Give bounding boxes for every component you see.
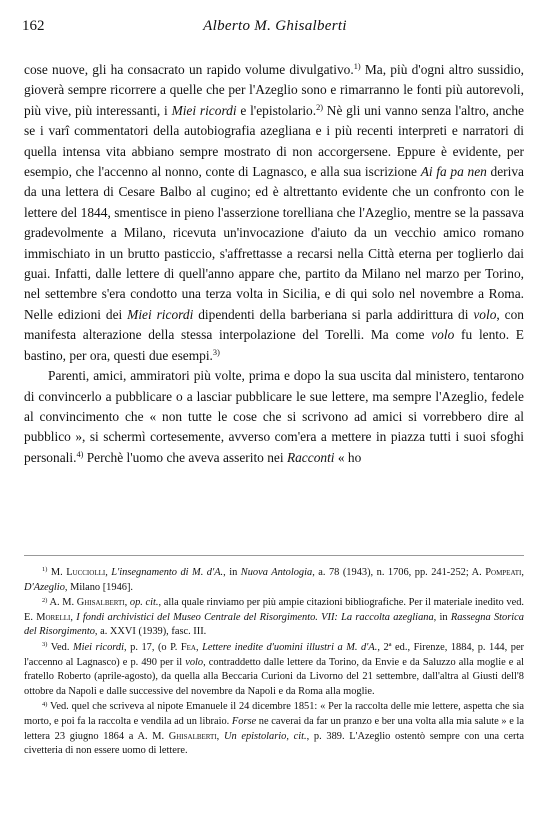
text-run: « ho (334, 449, 362, 465)
italic-title: I fondi archivistici del Museo Centrale del Risorgimento. VII: La raccolta azegliana (76, 611, 434, 623)
italic-word: volo (431, 327, 455, 343)
footnote-mark: 1) (42, 566, 48, 574)
italic-title: Miei ricordi (127, 306, 194, 322)
footnote-mark: 2) (42, 596, 48, 604)
text-run: , (124, 597, 130, 609)
italic-title: Rassegna Storica del Risorgimento (24, 611, 524, 638)
text-run: , a. XXVI (1939), fasc. III. (94, 626, 207, 638)
italic-title: Racconti (286, 449, 335, 465)
italic-word: Forse (231, 715, 257, 727)
text-run: , (521, 567, 524, 578)
footnote-divider (24, 555, 524, 556)
text-run: , alla quale rinviamo per più ampie citazioni bibliografiche. Per il materiale inedito ved. E. (24, 597, 525, 623)
text-run: , a. 78 (1943), n. 1706, pp. 241-252; A. (312, 567, 486, 578)
italic-word: volo (185, 656, 204, 668)
text-run: , in (433, 611, 451, 623)
text-run: , (196, 641, 203, 653)
author-name: Pompeati (485, 567, 522, 578)
text-run: ne caverai da far un pranzo e ber una volta alla mia salute » e la lettera 23 giugno 1864 a A. M. (24, 715, 524, 742)
author-name: Morelli (36, 611, 71, 623)
text-run: , Milano [1946]. (64, 581, 134, 593)
footnote-1 (24, 566, 524, 595)
italic-title: Miei ricordi (171, 102, 237, 118)
text-run: Nè gli uni vanno senza l'altro, anche se i varî commentatori della autobiografia azegliana e i più recenti interpreti e narratori di quella intensa vita abbiano sempre mostrato di non accorgersene. Eppure è evidente, per esempio, che l'accenno al nonno, conte di Lagnasco, e alla sua iscrizione (24, 102, 524, 180)
italic-title: D'Azeglio (24, 581, 65, 593)
main-text (24, 60, 524, 468)
italic-title: Nuova Antologia (240, 567, 313, 578)
text-run: M. (47, 567, 67, 578)
text-run: , (70, 611, 77, 623)
italic-title: Lettere inedite d'uomini illustri a M. d'A. (202, 641, 378, 653)
text-run: Ved. (47, 641, 73, 653)
italic-title: op. cit. (129, 597, 159, 609)
text-run: cose nuove, gli ha consacrato un rapido volume divulgativo. (24, 62, 354, 77)
italic-inscription: Ai fa pa nen (420, 164, 487, 180)
text-run: dipendenti della barberiana si parla addirittura di (193, 306, 474, 322)
footnote-mark: 4) (42, 700, 48, 708)
text-run: , (216, 730, 224, 742)
footnote-ref-1: 1) (353, 62, 361, 72)
text-run: Ma, più d'ogni altro sussidio, gioverà sempre ricorrere a quelle che per l'Azeglio sono e rimarranno le fonti più autorevoli, più vive, più interessanti, i (24, 62, 525, 118)
text-run: e l'epistolario. (236, 102, 317, 118)
italic-title: L'insegnamento di M. d'A. (111, 567, 224, 578)
footnote-ref-3: 3) (212, 348, 220, 358)
paragraph-2 (24, 366, 524, 468)
footnote-ref-4: 4) (76, 450, 84, 460)
text-run: , 2ª ed., Firenze, 1884, p. 144, per l'accenno al Lagnasco) e p. 490 per il (24, 641, 525, 668)
paragraph-1 (24, 60, 524, 366)
footnote-mark: 3) (42, 641, 48, 649)
text-run: Ved. quel che scriveva al nipote Emanuele il 24 dicembre 1851: « Per la raccolta delle mie lettere, aspetta che sia morto, e poi fa la raccolta e vendila ad un libraio. (24, 701, 524, 727)
author-name: Ghisalberti (76, 597, 125, 609)
italic-title: Miei ricordi (72, 641, 125, 653)
footnote-2 (24, 596, 524, 640)
italic-word: volo (473, 306, 497, 322)
text-run: , contraddetto dalle lettere da Torino, da Envie e da Saluzzo alla moglie e al fratello Roberto (aprile-agosto), da quella alla Beccaria Curioni da Livorno del 21 settembre, dall'altra al Giusti dell'8 ottobre da Napoli e dalle successive del novembre da Napoli e da Roma alla moglie. (24, 656, 524, 697)
italic-title: Un epistolario, cit. (223, 730, 307, 742)
text-run: , p. 17, (o P. (124, 641, 181, 653)
footnotes (24, 566, 524, 760)
page-number: 162 (22, 18, 45, 34)
text-run: Parenti, amici, ammiratori più volte, prima e dopo la sua uscita dal ministero, tentarono di convincerlo a pubblicare o a lasciar pubblicare le sue lettere, ma sempre l'Azeglio, fedele al convincimento che « non tutte le cose che si scrivono ad amici si vorrebbero dire al pubblico », si schermì cortesemente, avverso com'era a mettere in piazza tutti i suoi sfoghi personali. (24, 368, 524, 465)
footnote-4 (24, 700, 524, 758)
text-run: Perchè l'uomo che aveva asserito nei (83, 449, 287, 465)
text-run: A. M. (47, 597, 77, 609)
text-run: , con manifesta alterazione della stessa interpolazione del Torelli. Ma come (24, 306, 524, 343)
running-title: Alberto M. Ghisalberti (203, 18, 347, 34)
text-run: fu lento. E bastino, per ora, questi due esempi. (24, 327, 524, 363)
text-run: , (105, 567, 112, 578)
page-header (22, 18, 528, 40)
author-name: Ghisalberti (168, 730, 217, 742)
text-run: , p. 389. L'Azeglio ostentò sempre con una certa civetteria di non essere uomo di lettere. (24, 730, 524, 757)
author-name: Lucciolli (66, 567, 106, 578)
footnote-3 (24, 641, 524, 699)
author-name: Fea (180, 641, 196, 653)
footnote-ref-2: 2) (316, 103, 323, 113)
text-run: , in (223, 567, 241, 578)
text-run: deriva da una lettera di Cesare Balbo al cugino; ed è altrettanto evidente che un confronto con le lettere del 1844, smentisce in pieno l'asserzione torelliana che l'Azeglio, mentre se la passava gradevolmente a Milano, ricevuta un'invocazione d'aiuto da un vecchio amico romano immischiato in un brutto pasticcio, s'affrettasse a recarsi nella Città eterna per toglierlo dai guai. Infatti, dalle lettere di quell'anno appare che, partito da Milano nel marzo per Torino, nel settembre s'era condotto una terza volta in Sicilia, e di qui solo nel novembre a Roma. Nelle edizioni dei (24, 164, 525, 322)
